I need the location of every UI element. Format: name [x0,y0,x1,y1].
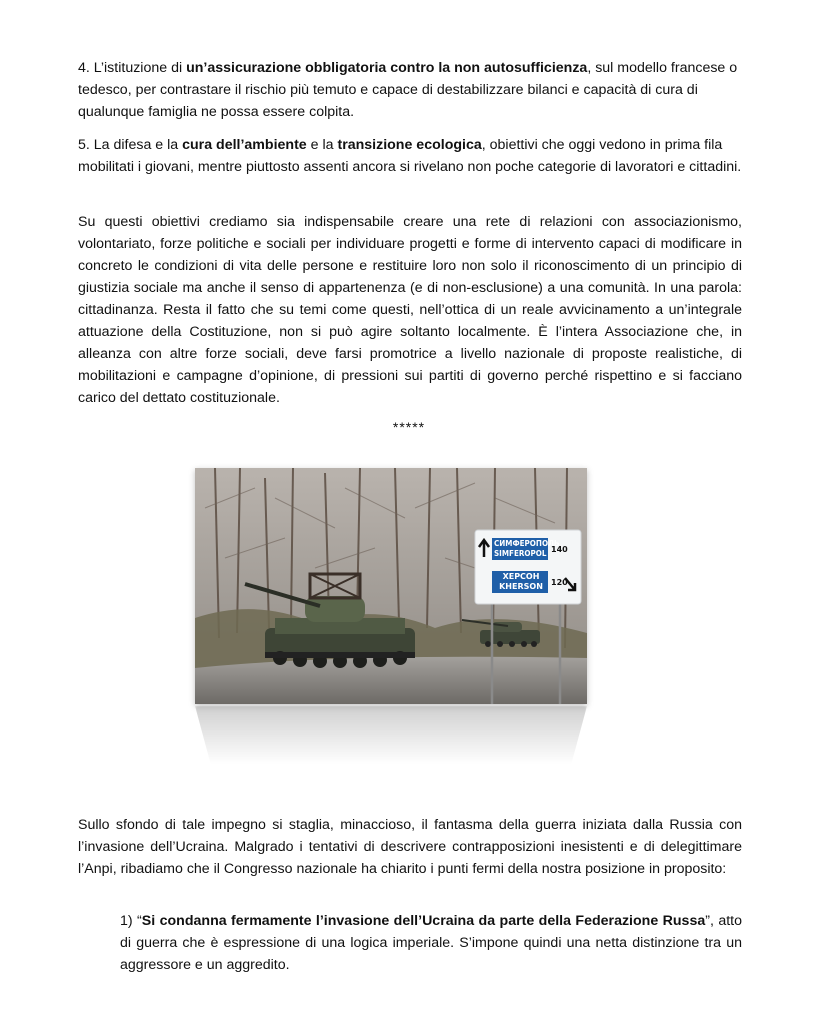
paragraph-war: Sullo sfondo di tale impegno si staglia, minaccioso, il fantasma della guerra iniziata dalla Russia con l’invasione dell’Ucraina. Malgrado i tentativi di descrivere contrapposizioni inesistenti e di delegittimare l’Anpi, ribadiamo che il Congresso nazionale ha chiarito i punti fermi della nostra posizione in proposito: [78,817,742,877]
sign-kherson-cyrillic: ХЕРСОН [502,572,540,581]
item-1-suffix: ”, atto di guerra che è espressione di una logica imperiale. S’impone quindi una netta distinzione tra un aggressore e un aggredito. [120,913,742,973]
section-separator: ***** [392,419,426,435]
point-4-bold: un’assicurazione obbligatoria contro la non autosufficienza [186,60,588,76]
point-5-bold-2: transizione ecologica [337,137,482,153]
item-1-prefix: 1) “ [120,913,142,929]
sign-simferopol-latin: SIMFEROPOL [494,549,547,558]
list-item-1 [120,910,742,976]
tank-photo [195,468,587,704]
sign-km-kherson: 120 [551,578,568,587]
photo-reflection [195,706,587,764]
point-5-mid: e la [306,137,338,153]
point-5-suffix: , obiettivi che oggi vedono in prima fila mobilitati i giovani, mentre piuttosto assenti ancora si rivelano non poche categorie di lavoratori e cittadini. [78,137,742,175]
point-4-prefix: 4. L’istituzione di [78,60,187,76]
paragraph-point-4 [78,57,742,123]
point-5-prefix: 5. La difesa e la [78,137,183,153]
paragraph-objectives: Su questi obiettivi crediamo sia indispensabile creare una rete di relazioni con associazionismo, volontariato, forze politiche e sociali per individuare progetti e forme di intervento capaci di modificare in concreto le condizioni di vita delle persone e restituire loro non solo il riconoscimento di un principio di giustizia sociale ma anche il senso di appartenenza (e di non-esclusione) a una comunità. In una parola: cittadinanza. Resta il fatto che su temi come questi, nell’ottica di un reale avvicinamento a un’integrale attuazione della Costituzione, non si può agire soltanto localmente. È l’intera Associazione che, in alleanza con altre forze sociali, deve farsi promotrice a livello nazionale di proposte realistiche, di mobilitazioni e campagne d’opinione, di pressioni sui partiti di governo perché rispettino e si facciano carico del dettato costituzionale. [78,214,742,406]
item-1-bold: Si condanna fermamente l’invasione dell’Ucraina da parte della Federazione Russa [141,913,706,929]
sign-simferopol-cyrillic: СИМФЕРОПОЛЬ [494,539,560,548]
point-5-bold-1: cura dell’ambiente [182,137,307,153]
point-4-suffix: , sul modello francese o tedesco, per contrastare il rischio più temuto e capace di destabilizzare bilanci e capacità di cura di qualunque famiglia ne possa essere colpita. [78,60,738,120]
paragraph-point-5 [78,134,742,178]
sign-kherson [494,572,548,592]
sign-km-simferopol: 140 [551,545,568,554]
sign-kherson-latin: KHERSON [499,582,543,591]
